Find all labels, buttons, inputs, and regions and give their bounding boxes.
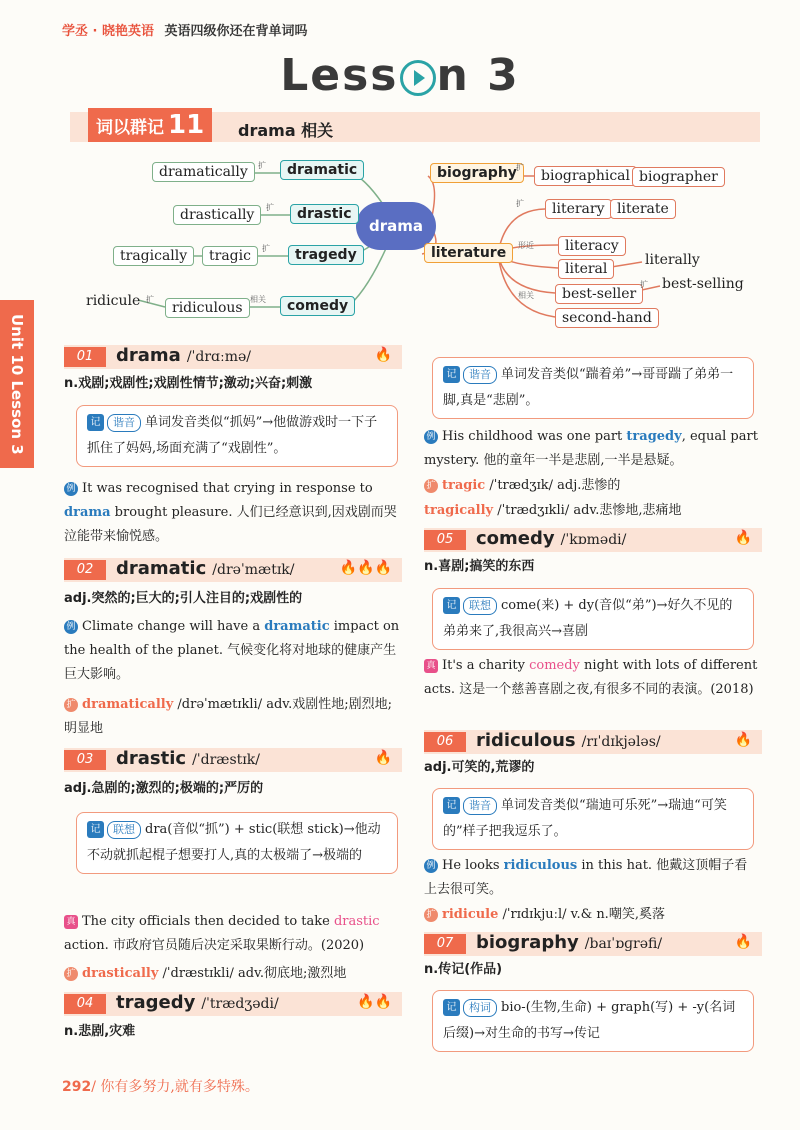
node-literature: literature: [424, 243, 513, 263]
page-number: 292: [62, 1079, 92, 1095]
memory-tip: [432, 357, 754, 419]
exam-icon: 真: [424, 659, 438, 673]
node-tragic: tragic: [202, 246, 258, 266]
node-tragically: tragically: [113, 246, 194, 266]
lesson-title: [0, 50, 800, 101]
node-literary: literary: [545, 199, 612, 219]
node-literal: literal: [558, 259, 614, 279]
example: 例 He looks ridiculous in this hat. 他戴这顶帽子看上去很可笑。: [424, 858, 748, 897]
extension-icon: 扩: [424, 908, 438, 922]
example-icon: 例: [424, 430, 438, 444]
tip-icon: 记: [443, 366, 460, 383]
memory-tip: [432, 990, 754, 1052]
definition: n.戏剧;戏剧性;戏剧性情节;激动;兴奋;刺激: [64, 376, 313, 391]
word-header-ridiculous: [424, 730, 762, 754]
rel-label: 形近: [518, 241, 534, 250]
example: 真 It's a charity comedy night with lots of different acts. 这是一个慈善喜剧之夜,有很多不同的表演。(2018): [424, 658, 758, 697]
word-number: 07: [424, 934, 466, 954]
flame-icon: 🔥: [374, 347, 392, 363]
tip-icon: 记: [443, 597, 460, 614]
flame-icon: 🔥🔥🔥: [339, 560, 392, 576]
tip-icon: 记: [443, 999, 460, 1016]
unit-side-tab: Unit 10 Lesson 3: [0, 300, 34, 468]
node-drastic: drastic: [290, 204, 359, 224]
rel-label: 扩: [146, 295, 154, 304]
word-number: 04: [64, 994, 106, 1014]
phonetic: /ˈtrædʒədi/: [201, 996, 279, 1012]
word-header-tragedy: [64, 992, 402, 1016]
word-headword: dramatic /drəˈmætɪk/: [116, 558, 295, 579]
memory-tip: [76, 405, 398, 467]
tip-text: come(来) + dy(音似“弟”)→好久不见的弟弟来了,我很高兴→喜剧: [443, 598, 733, 639]
extension: 扩 dramatically /drəˈmætɪkli/ adv.戏剧性地;剧烈地;明显地: [64, 697, 392, 736]
extension: 扩 drastically /ˈdræstɪkli/ adv.彻底地;激烈地: [64, 962, 400, 986]
node-tragedy: tragedy: [288, 245, 364, 265]
word-headword: ridiculous /rɪˈdɪkjələs/: [476, 730, 661, 751]
tip-text: 单词发音类似“抓妈”→他做游戏时一下子抓住了妈妈,场面充满了“戏剧性”。: [87, 415, 378, 456]
extension: 扩 tragic /ˈtrædʒɪk/ adj.悲惨的: [424, 474, 760, 498]
example: 例 It was recognised that crying in response to drama brought pleasure. 人们已经意识到,因戏剧而哭泣能带来愉悦感。: [64, 481, 397, 544]
rel-label: 扩: [516, 163, 524, 172]
rel-label: 相关: [250, 295, 266, 304]
rel-label: 扩: [262, 244, 270, 253]
word-headword: tragedy /ˈtrædʒədi/: [116, 992, 279, 1013]
example: 例 His childhood was one part tragedy, equal part mystery. 他的童年一半是悲剧,一半是悬疑。: [424, 429, 758, 468]
definition: n.传记(作品): [424, 962, 503, 977]
phonetic: /ˈkɒmədi/: [560, 532, 627, 548]
node-ridicule: ridicule: [86, 293, 141, 309]
word-header-drama: [64, 345, 402, 369]
node-dramatically: dramatically: [152, 162, 255, 182]
word-number: 02: [64, 560, 106, 580]
tip-icon: 记: [87, 821, 104, 838]
definition: adj.突然的;巨大的;引人注目的;戏剧性的: [64, 591, 303, 606]
brand: 学丞 · 晓艳英语: [62, 24, 154, 39]
node-best-seller: best-seller: [555, 284, 643, 304]
group-tag-label: 词以群记: [96, 118, 164, 138]
phonetic: /rɪˈdɪkjələs/: [581, 734, 661, 750]
tip-tag: 谐音: [463, 366, 497, 384]
node-dramatic: dramatic: [280, 160, 364, 180]
word-number: 03: [64, 750, 106, 770]
flame-icon: 🔥: [734, 530, 752, 546]
word-header-dramatic: [64, 558, 402, 582]
tip-tag: 构词: [463, 999, 497, 1017]
tip-icon: 记: [443, 797, 460, 814]
flame-icon: 🔥🔥: [357, 994, 392, 1010]
node-biographical: biographical: [534, 166, 637, 186]
node-biography: biography: [430, 163, 524, 183]
tip-tag: 联想: [463, 597, 497, 615]
mindmap-center: drama: [356, 202, 436, 250]
word-number: 01: [64, 347, 106, 367]
word-headword: drama /ˈdrɑːmə/: [116, 345, 251, 366]
example: 例 Climate change will have a dramatic impact on the health of the planet. 气候变化将对地球的健康产生巨大影响。: [64, 619, 400, 682]
page-footer: [62, 1076, 259, 1096]
tip-text: bio-(生物,生命) + graph(写) + -y(名词后缀)→对生命的书写→传记: [443, 1000, 736, 1041]
definition: adj.急剧的;激烈的;极端的;严厉的: [64, 781, 264, 796]
rel-label: 扩: [266, 203, 274, 212]
flame-icon: 🔥: [734, 934, 752, 950]
memory-tip: [432, 788, 754, 850]
definition: n.悲剧,灾难: [64, 1024, 136, 1039]
word-number: 06: [424, 732, 466, 752]
word-header-biography: [424, 932, 762, 956]
node-ridiculous: ridiculous: [165, 298, 250, 318]
rel-label: 扩: [640, 280, 648, 289]
phonetic: /ˈdrɑːmə/: [186, 349, 251, 365]
word-headword: biography /baɪˈɒɡrəfi/: [476, 932, 663, 953]
tip-text: 单词发音类似“踹着弟”→哥哥踹了弟弟一脚,真是“悲剧”。: [443, 367, 734, 408]
example: 真 The city officials then decided to take drastic action. 市政府官员随后决定采取果断行动。(2020): [64, 914, 380, 953]
example-icon: 例: [424, 859, 438, 873]
node-literacy: literacy: [558, 236, 626, 256]
extension-icon: 扩: [64, 967, 78, 981]
exam-icon: 真: [64, 915, 78, 929]
tip-text: 单词发音类似“瑞迪可乐死”→瑞迪“可笑的”样子把我逗乐了。: [443, 798, 727, 839]
flame-icon: 🔥: [374, 750, 392, 766]
group-number: 11: [168, 110, 205, 140]
extension-icon: 扩: [424, 479, 438, 493]
play-icon[interactable]: [400, 60, 436, 96]
flame-icon: 🔥: [734, 732, 752, 748]
word-number: 05: [424, 530, 466, 550]
group-tag: [88, 108, 212, 142]
tip-tag: 谐音: [463, 797, 497, 815]
word-headword: drastic /ˈdræstɪk/: [116, 748, 260, 769]
running-header: [62, 20, 308, 39]
tip-tag: 谐音: [107, 414, 141, 432]
node-drastically: drastically: [173, 205, 261, 225]
node-biographer: biographer: [632, 167, 725, 187]
node-best-selling: best-selling: [662, 276, 744, 292]
extension: tragically /ˈtrædʒɪkli/ adv.悲惨地,悲痛地: [424, 503, 682, 518]
example-icon: 例: [64, 482, 78, 496]
tip-tag: 联想: [107, 821, 141, 839]
tip-text: dra(音似“抓”) + stic(联想 stick)→他动不动就抓起棍子想要打人,真的太极端了→极端的: [87, 822, 381, 863]
lesson-title-part1: Less: [280, 50, 399, 101]
node-comedy: comedy: [280, 296, 355, 316]
node-literally: literally: [645, 252, 700, 268]
definition: adj.可笑的,荒谬的: [424, 760, 535, 775]
memory-tip: [76, 812, 398, 874]
phonetic: /ˈdræstɪk/: [192, 752, 260, 768]
group-title: drama 相关: [238, 121, 334, 140]
word-header-comedy: [424, 528, 762, 552]
lesson-title-part2: n 3: [436, 50, 520, 101]
memory-tip: [432, 588, 754, 650]
node-second-hand: second-hand: [555, 308, 659, 328]
extension: 扩 ridicule /ˈrɪdɪkjuːl/ v.& n.嘲笑,奚落: [424, 903, 760, 927]
rel-label: 扩: [258, 161, 266, 170]
phonetic: /drəˈmætɪk/: [212, 562, 295, 578]
rel-label: 相关: [518, 291, 534, 300]
word-header-drastic: [64, 748, 402, 772]
tip-icon: 记: [87, 414, 104, 431]
footer-slogan: / 你有多努力,就有多特殊。: [91, 1079, 259, 1095]
example-icon: 例: [64, 620, 78, 634]
definition: n.喜剧;搞笑的东西: [424, 559, 535, 574]
rel-label: 扩: [516, 199, 524, 208]
node-literate: literate: [610, 199, 676, 219]
book-subtitle: 英语四级你还在背单词吗: [164, 24, 308, 39]
word-headword: comedy /ˈkɒmədi/: [476, 528, 627, 549]
phonetic: /baɪˈɒɡrəfi/: [584, 936, 663, 952]
extension-icon: 扩: [64, 698, 78, 712]
